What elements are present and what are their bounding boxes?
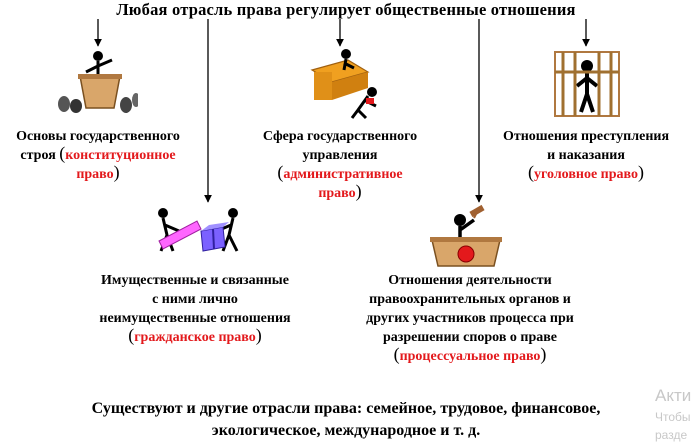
watermark-line-3: разде [655, 428, 688, 442]
block-text: управления [302, 148, 378, 163]
block-administrative: Сфера государственного управления (административное право) [240, 127, 440, 203]
block-text: правоохранительных органов и [369, 292, 571, 307]
watermark-line-1: Акти [655, 386, 692, 405]
law-name: конституционное [65, 148, 176, 163]
law-name: процессуальное право [399, 349, 541, 364]
block-criminal: Отношения преступления и наказания (уголовное право) [488, 127, 684, 184]
law-name: административное [283, 167, 403, 182]
law-name: гражданское право [134, 330, 256, 345]
footer-line-1: Существуют и другие отрасли права: семейное, трудовое, финансовое, [91, 400, 601, 417]
diagram-title: Любая отрасль права регулирует общественные отношения [116, 0, 576, 19]
law-name: право [76, 167, 114, 182]
block-text: Отношения деятельности [388, 273, 552, 288]
block-constitutional: Основы государственного строя (конституционное право) [0, 127, 196, 184]
official-at-desk-icon [306, 48, 390, 120]
law-name: уголовное право [534, 167, 638, 182]
people-exchanging-goods-icon [153, 205, 245, 259]
block-text: строя [20, 148, 56, 163]
speaker-at-podium-icon [56, 48, 138, 114]
block-text: Основы государственного [16, 129, 180, 144]
block-text: Отношения преступления [502, 129, 670, 144]
block-civil: Имущественные и связанные с ними лично неимущественные отношения (гражданское право) [76, 271, 314, 347]
block-text: и наказания [547, 148, 625, 163]
block-text: Имущественные и связанные [101, 273, 289, 288]
block-text: Сфера государственного [262, 129, 418, 144]
prisoner-behind-bars-icon [551, 48, 623, 120]
footer-line-2: экологическое, международное и т. д. [211, 422, 481, 439]
block-text: с ними лично [152, 292, 238, 307]
judge-with-gavel-icon [428, 202, 504, 268]
watermark-line-2: Чтобы [655, 410, 691, 424]
block-text: разрешении споров о праве [382, 330, 558, 345]
law-name: право [318, 186, 356, 201]
block-procedural: Отношения деятельности правоохранительных органов и других участников процесса при разрешении споров о праве (процессуальное право) [336, 271, 604, 366]
block-text: неимущественные отношения [99, 311, 291, 326]
block-text: других участников процесса при [366, 311, 574, 326]
